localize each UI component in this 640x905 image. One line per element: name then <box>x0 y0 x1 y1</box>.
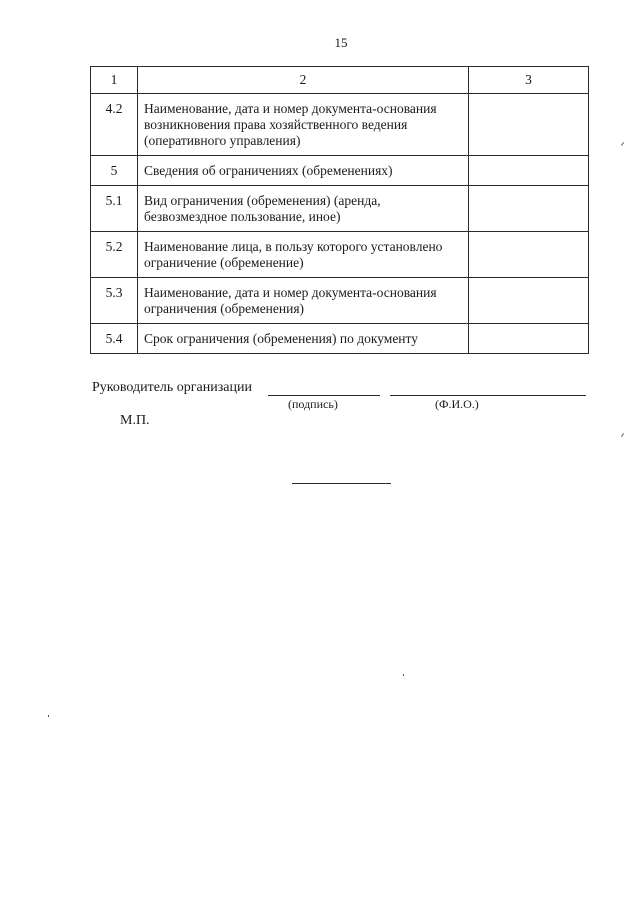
row-description: Наименование, дата и номер документа-основания возникновения права хозяйственного ведения (оперативного управления) <box>138 94 469 156</box>
row-description: Наименование, дата и номер документа-основания ограничения (обременения) <box>138 278 469 324</box>
row-value <box>469 324 589 354</box>
table-row <box>91 156 589 186</box>
table-header-row <box>91 67 589 94</box>
signature-blank <box>268 395 380 396</box>
table-row <box>91 278 589 324</box>
page-number: 15 <box>334 35 348 50</box>
row-number: 5.2 <box>91 232 138 278</box>
column-header-1: 1 <box>91 67 138 94</box>
scan-mark <box>403 674 404 676</box>
column-header-2: 2 <box>138 67 469 94</box>
scan-mark <box>621 142 624 146</box>
scan-mark <box>621 433 624 437</box>
row-value <box>469 94 589 156</box>
name-blank <box>390 395 586 396</box>
row-value <box>469 232 589 278</box>
end-divider <box>292 483 391 484</box>
row-number: 5 <box>91 156 138 186</box>
row-description: Срок ограничения (обременения) по документу <box>138 324 469 354</box>
row-number: 5.3 <box>91 278 138 324</box>
column-header-3: 3 <box>469 67 589 94</box>
row-value <box>469 278 589 324</box>
stamp-place-label: М.П. <box>120 413 150 428</box>
row-description: Сведения об ограничениях (обременениях) <box>138 156 469 186</box>
row-number: 4.2 <box>91 94 138 156</box>
name-caption: (Ф.И.О.) <box>435 397 479 411</box>
scan-mark <box>48 715 49 717</box>
signature-label: Руководитель организации <box>92 380 252 395</box>
signature-caption: (подпись) <box>288 397 338 411</box>
table-row <box>91 94 589 156</box>
row-number: 5.4 <box>91 324 138 354</box>
row-value <box>469 186 589 232</box>
row-value <box>469 156 589 186</box>
table-row <box>91 186 589 232</box>
table-row <box>91 232 589 278</box>
property-info-table <box>90 66 589 354</box>
row-description: Вид ограничения (обременения) (аренда, безвозмездное пользование, иное) <box>138 186 469 232</box>
row-number: 5.1 <box>91 186 138 232</box>
table-row <box>91 324 589 354</box>
row-description: Наименование лица, в пользу которого установлено ограничение (обременение) <box>138 232 469 278</box>
